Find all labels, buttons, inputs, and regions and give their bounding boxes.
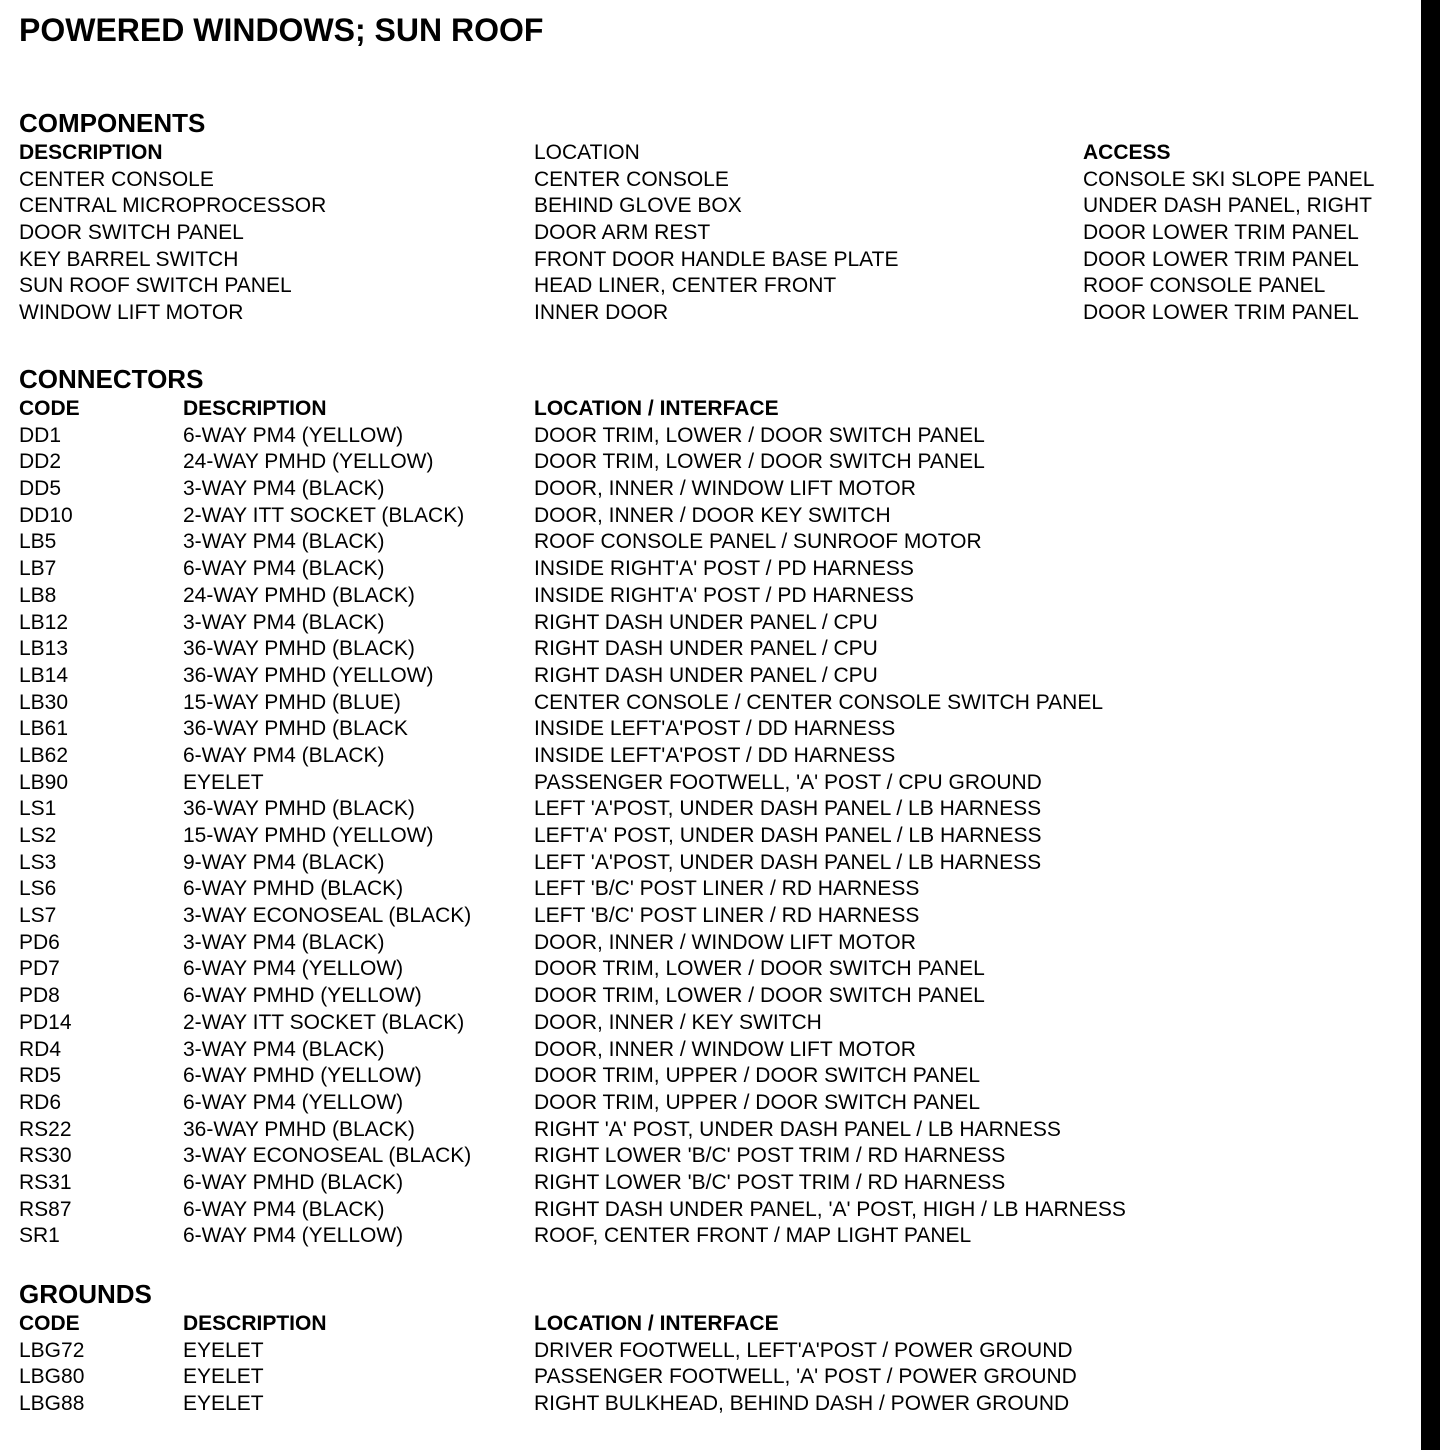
component-location: FRONT DOOR HANDLE BASE PLATE xyxy=(534,247,899,271)
table-row xyxy=(0,610,1421,637)
table-row xyxy=(0,956,1421,983)
ground-code: LBG72 xyxy=(19,1338,85,1362)
component-access: DOOR LOWER TRIM PANEL xyxy=(1083,301,1359,325)
ground-description: EYELET xyxy=(183,1392,264,1416)
connector-description: 6-WAY PM4 (BLACK) xyxy=(183,743,385,767)
grounds-header-code: CODE xyxy=(19,1312,80,1335)
table-row xyxy=(0,876,1421,903)
connector-description: 3-WAY PM4 (BLACK) xyxy=(183,477,385,501)
connector-code: LB30 xyxy=(19,690,69,714)
connector-location: RIGHT DASH UNDER PANEL, 'A' POST, HIGH / LB HARNESS xyxy=(534,1197,1126,1221)
ground-location: PASSENGER FOOTWELL, 'A' POST / POWER GROUND xyxy=(534,1365,1077,1389)
table-row xyxy=(0,503,1421,530)
connector-description: 36-WAY PMHD (BLACK) xyxy=(183,637,415,661)
ground-description: EYELET xyxy=(183,1365,264,1389)
connector-description: 6-WAY PM4 (YELLOW) xyxy=(183,957,404,981)
components-header-description: DESCRIPTION xyxy=(19,141,163,164)
component-description: SUN ROOF SWITCH PANEL xyxy=(19,274,292,298)
connector-description: EYELET xyxy=(183,770,264,794)
table-row xyxy=(0,1037,1421,1064)
connector-code: LS2 xyxy=(19,824,57,847)
connectors-header-row xyxy=(0,396,1421,423)
connector-code: LS3 xyxy=(19,850,57,874)
connector-location: INSIDE LEFT'A'POST / DD HARNESS xyxy=(534,717,896,741)
connector-description: 6-WAY PM4 (YELLOW) xyxy=(183,423,404,447)
table-row xyxy=(0,716,1421,743)
connector-description: 3-WAY PM4 (BLACK) xyxy=(183,530,385,554)
connector-location: RIGHT LOWER 'B/C' POST TRIM / RD HARNESS xyxy=(534,1144,1006,1168)
table-row xyxy=(0,1391,1421,1418)
table-row xyxy=(0,220,1421,247)
connector-code: PD6 xyxy=(19,930,60,954)
connector-code: SR1 xyxy=(19,1224,60,1248)
connector-location: DOOR TRIM, LOWER / DOOR SWITCH PANEL xyxy=(534,957,985,981)
table-row xyxy=(0,636,1421,663)
connectors-section-title: CONNECTORS xyxy=(19,364,204,394)
table-row xyxy=(0,743,1421,770)
connector-description: 3-WAY ECONOSEAL (BLACK) xyxy=(183,904,472,928)
component-location: CENTER CONSOLE xyxy=(534,167,729,191)
connector-location: RIGHT DASH UNDER PANEL / CPU xyxy=(534,610,878,634)
connector-code: RD6 xyxy=(19,1090,62,1114)
connector-code: RS87 xyxy=(19,1197,72,1221)
connector-code: LB13 xyxy=(19,637,69,661)
table-row xyxy=(0,930,1421,957)
component-access: CONSOLE SKI SLOPE PANEL xyxy=(1083,167,1375,191)
connector-code: RS31 xyxy=(19,1170,72,1194)
connector-location: LEFT 'A'POST, UNDER DASH PANEL / LB HARNESS xyxy=(534,797,1042,821)
connectors-body xyxy=(0,423,1421,1250)
table-row xyxy=(0,823,1421,850)
connectors-header-description: DESCRIPTION xyxy=(183,397,327,420)
component-access: DOOR LOWER TRIM PANEL xyxy=(1083,247,1359,271)
connector-description: 24-WAY PMHD (YELLOW) xyxy=(183,450,434,474)
ground-description: EYELET xyxy=(183,1338,264,1362)
connector-description: 36-WAY PMHD (BLACK) xyxy=(183,797,415,821)
components-header-location: LOCATION xyxy=(534,141,640,164)
table-row xyxy=(0,690,1421,717)
connector-description: 6-WAY PM4 (YELLOW) xyxy=(183,1090,404,1114)
connector-location: LEFT 'B/C' POST LINER / RD HARNESS xyxy=(534,904,920,928)
connector-location: INSIDE RIGHT'A' POST / PD HARNESS xyxy=(534,557,914,581)
connector-description: 6-WAY PM4 (BLACK) xyxy=(183,557,385,581)
connector-description: 3-WAY ECONOSEAL (BLACK) xyxy=(183,1144,472,1168)
connector-location: DOOR, INNER / WINDOW LIFT MOTOR xyxy=(534,1037,916,1061)
page-edge-bar xyxy=(1421,0,1440,1450)
component-description: CENTER CONSOLE xyxy=(19,167,214,191)
connector-description: 6-WAY PMHD (YELLOW) xyxy=(183,1064,422,1088)
connector-code: LB90 xyxy=(19,770,69,794)
table-row xyxy=(0,167,1421,194)
connector-code: LB12 xyxy=(19,610,69,634)
connector-location: DOOR TRIM, UPPER / DOOR SWITCH PANEL xyxy=(534,1090,981,1114)
connector-description: 15-WAY PMHD (YELLOW) xyxy=(183,824,434,847)
ground-location: RIGHT BULKHEAD, BEHIND DASH / POWER GROUND xyxy=(534,1392,1070,1416)
components-body xyxy=(0,167,1421,327)
connector-code: RD5 xyxy=(19,1064,62,1088)
connector-location: ROOF CONSOLE PANEL / SUNROOF MOTOR xyxy=(534,530,982,554)
components-table xyxy=(0,140,1421,327)
table-row xyxy=(0,300,1421,327)
connector-code: PD8 xyxy=(19,984,60,1008)
connector-description: 3-WAY PM4 (BLACK) xyxy=(183,930,385,954)
connector-location: LEFT 'A'POST, UNDER DASH PANEL / LB HARNESS xyxy=(534,850,1042,874)
table-row xyxy=(0,983,1421,1010)
connector-description: 3-WAY PM4 (BLACK) xyxy=(183,1037,385,1061)
connector-description: 6-WAY PMHD (YELLOW) xyxy=(183,984,422,1008)
connector-code: RD4 xyxy=(19,1037,62,1061)
table-row xyxy=(0,1090,1421,1117)
connector-code: LB5 xyxy=(19,530,57,554)
grounds-header-description: DESCRIPTION xyxy=(183,1312,327,1335)
table-row xyxy=(0,556,1421,583)
table-row xyxy=(0,529,1421,556)
connector-location: LEFT 'B/C' POST LINER / RD HARNESS xyxy=(534,877,920,901)
component-description: DOOR SWITCH PANEL xyxy=(19,221,244,245)
connector-location: CENTER CONSOLE / CENTER CONSOLE SWITCH PANEL xyxy=(534,690,1104,714)
connector-code: RS30 xyxy=(19,1144,72,1168)
table-row xyxy=(0,850,1421,877)
table-row xyxy=(0,1010,1421,1037)
component-description: KEY BARREL SWITCH xyxy=(19,247,239,271)
table-row xyxy=(0,1117,1421,1144)
connector-description: 36-WAY PMHD (BLACK xyxy=(183,717,408,741)
connector-code: LB8 xyxy=(19,583,57,607)
connectors-header-location: LOCATION / INTERFACE xyxy=(534,397,779,420)
connector-description: 24-WAY PMHD (BLACK) xyxy=(183,583,415,607)
connector-code: PD7 xyxy=(19,957,60,981)
connector-location: RIGHT 'A' POST, UNDER DASH PANEL / LB HARNESS xyxy=(534,1117,1061,1141)
ground-location: DRIVER FOOTWELL, LEFT'A'POST / POWER GROUND xyxy=(534,1338,1073,1362)
connector-code: PD14 xyxy=(19,1010,72,1034)
components-section-title: COMPONENTS xyxy=(19,108,206,138)
table-row xyxy=(0,770,1421,797)
table-row xyxy=(0,273,1421,300)
table-row xyxy=(0,1063,1421,1090)
component-access: ROOF CONSOLE PANEL xyxy=(1083,274,1326,298)
component-description: WINDOW LIFT MOTOR xyxy=(19,301,244,325)
connector-code: LB61 xyxy=(19,717,69,741)
connector-code: DD2 xyxy=(19,450,62,474)
component-location: DOOR ARM REST xyxy=(534,221,711,245)
connector-code: LB7 xyxy=(19,557,57,581)
ground-code: LBG88 xyxy=(19,1392,85,1416)
connector-location: DOOR TRIM, LOWER / DOOR SWITCH PANEL xyxy=(534,423,985,447)
connector-description: 36-WAY PMHD (BLACK) xyxy=(183,1117,415,1141)
table-row xyxy=(0,476,1421,503)
connector-description: 2-WAY ITT SOCKET (BLACK) xyxy=(183,1010,465,1034)
connector-location: RIGHT DASH UNDER PANEL / CPU xyxy=(534,663,878,687)
components-header-access: ACCESS xyxy=(1083,141,1171,164)
component-location: HEAD LINER, CENTER FRONT xyxy=(534,274,837,298)
table-row xyxy=(0,1170,1421,1197)
table-row xyxy=(0,1223,1421,1250)
connector-location: RIGHT LOWER 'B/C' POST TRIM / RD HARNESS xyxy=(534,1170,1006,1194)
connector-location: DOOR TRIM, LOWER / DOOR SWITCH PANEL xyxy=(534,984,985,1008)
table-row xyxy=(0,1364,1421,1391)
page-title: POWERED WINDOWS; SUN ROOF xyxy=(19,12,544,48)
connector-code: RS22 xyxy=(19,1117,72,1141)
grounds-header-row xyxy=(0,1311,1421,1338)
connector-location: DOOR TRIM, LOWER / DOOR SWITCH PANEL xyxy=(534,450,985,474)
component-access: UNDER DASH PANEL, RIGHT xyxy=(1083,194,1372,218)
component-description: CENTRAL MICROPROCESSOR xyxy=(19,194,327,218)
connector-location: DOOR, INNER / KEY SWITCH xyxy=(534,1010,822,1034)
connector-location: DOOR, INNER / WINDOW LIFT MOTOR xyxy=(534,477,916,501)
table-row xyxy=(0,1338,1421,1365)
connector-code: LB14 xyxy=(19,663,69,687)
connector-location: LEFT'A' POST, UNDER DASH PANEL / LB HARNESS xyxy=(534,824,1042,847)
connector-code: DD1 xyxy=(19,423,62,447)
grounds-body xyxy=(0,1338,1421,1418)
grounds-header-location: LOCATION / INTERFACE xyxy=(534,1312,779,1335)
connector-code: LS7 xyxy=(19,904,57,928)
connector-code: LB62 xyxy=(19,743,69,767)
table-row xyxy=(0,449,1421,476)
connector-description: 6-WAY PM4 (YELLOW) xyxy=(183,1224,404,1248)
table-row xyxy=(0,1197,1421,1224)
components-header-row xyxy=(0,140,1421,167)
table-row xyxy=(0,423,1421,450)
connector-location: DOOR TRIM, UPPER / DOOR SWITCH PANEL xyxy=(534,1064,981,1088)
connector-code: LS6 xyxy=(19,877,57,901)
connector-location: INSIDE RIGHT'A' POST / PD HARNESS xyxy=(534,583,914,607)
connector-description: 6-WAY PM4 (BLACK) xyxy=(183,1197,385,1221)
connector-description: 6-WAY PMHD (BLACK) xyxy=(183,877,404,901)
table-row xyxy=(0,1143,1421,1170)
table-row xyxy=(0,583,1421,610)
connectors-table xyxy=(0,396,1421,1250)
connector-description: 6-WAY PMHD (BLACK) xyxy=(183,1170,404,1194)
component-location: INNER DOOR xyxy=(534,301,669,325)
table-row xyxy=(0,663,1421,690)
connector-code: DD10 xyxy=(19,503,73,527)
table-row xyxy=(0,796,1421,823)
connector-location: INSIDE LEFT'A'POST / DD HARNESS xyxy=(534,743,896,767)
connector-description: 36-WAY PMHD (YELLOW) xyxy=(183,663,434,687)
component-location: BEHIND GLOVE BOX xyxy=(534,194,742,218)
grounds-table xyxy=(0,1311,1421,1418)
connector-description: 15-WAY PMHD (BLUE) xyxy=(183,690,401,714)
component-access: DOOR LOWER TRIM PANEL xyxy=(1083,221,1359,245)
table-row xyxy=(0,903,1421,930)
ground-code: LBG80 xyxy=(19,1365,85,1389)
connectors-header-code: CODE xyxy=(19,397,80,420)
connector-location: ROOF, CENTER FRONT / MAP LIGHT PANEL xyxy=(534,1224,972,1248)
grounds-section-title: GROUNDS xyxy=(19,1279,152,1309)
connector-location: RIGHT DASH UNDER PANEL / CPU xyxy=(534,637,878,661)
connector-location: PASSENGER FOOTWELL, 'A' POST / CPU GROUND xyxy=(534,770,1042,794)
connector-description: 2-WAY ITT SOCKET (BLACK) xyxy=(183,503,465,527)
connector-description: 9-WAY PM4 (BLACK) xyxy=(183,850,385,874)
connector-description: 3-WAY PM4 (BLACK) xyxy=(183,610,385,634)
connector-location: DOOR, INNER / DOOR KEY SWITCH xyxy=(534,503,891,527)
table-row xyxy=(0,247,1421,274)
table-row xyxy=(0,193,1421,220)
connector-code: DD5 xyxy=(19,477,62,501)
connector-code: LS1 xyxy=(19,797,57,821)
connector-location: DOOR, INNER / WINDOW LIFT MOTOR xyxy=(534,930,916,954)
